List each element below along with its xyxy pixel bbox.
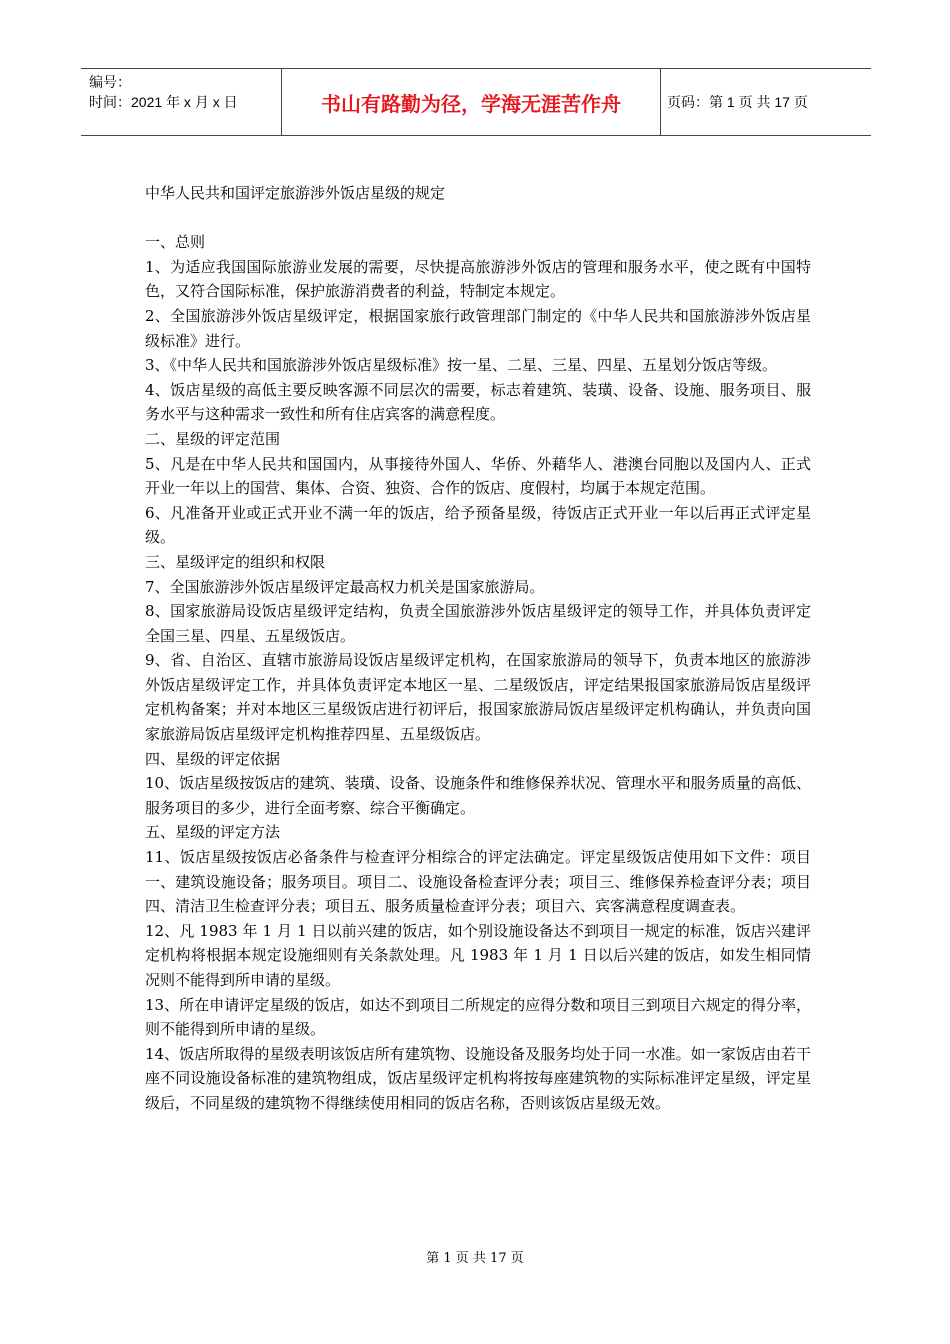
document-title: 中华人民共和国评定旅游涉外饭店星级的规定 (145, 184, 446, 202)
clause-paragraph: 10、饭店星级按饭店的建筑、装璜、设备、设施条件和维修保养状况、管理水平和服务质量的高低、服务项目的多少，进行全面考察、综合平衡确定。 (145, 774, 811, 817)
clause-paragraph: 11、饭店星级按饭店必备条件与检查评分相综合的评定法确定。评定星级饭店使用如下文件：项目一、建筑设施设备；服务项目。项目二、设施设备检查评分表；项目三、维修保养检查评分表；项目四、清洁卫生检查评分表；项目五、服务质量检查评分表；项目六、宾客满意程度调查表。 (145, 848, 811, 916)
header-page-info: 页码：第 1 页 共 17 页 (667, 94, 808, 110)
clause-paragraph: 1、为适应我国国际旅游业发展的需要，尽快提高旅游涉外饭店的管理和服务水平，使之既有中国特色，又符合国际标准，保护旅游消费者的利益，特制定本规定。 (145, 257, 811, 301)
clause-paragraph: 5、凡是在中华人民共和国国内，从事接待外国人、华侨、外藉华人、港澳台同胞以及国内人、正式开业一年以上的国营、集体、合资、独资、合作的饭店、度假村，均属于本规定范围。 (145, 454, 811, 498)
clause-paragraph: 9、省、自治区、直辖市旅游局设饭店星级评定机构，在国家旅游局的领导下，负责本地区的旅游涉外饭店星级评定工作，并具体负责评定本地区一星、二星级饭店，评定结果报国家旅游局饭店星级评定机构备案；并对本地区三星级饭店进行初评后，报国家旅游局饭店星级评定机构确认，并负责向国家旅游局饭店星级评定机构推荐四星、五星级饭店。 (145, 651, 811, 744)
section-heading: 一、总则 (145, 233, 206, 252)
page-header (81, 68, 871, 136)
number-label: 编号： (89, 74, 131, 90)
clause-paragraph: 6、凡准备开业或正式开业不满一年的饭店，给予预备星级，待饭店正式开业一年以后再正式评定星级。 (145, 503, 811, 547)
section-heading: 二、星级的评定范围 (145, 429, 281, 448)
header-motto: 书山有路勤为径，学海无涯苦作舟 (281, 69, 661, 135)
page-footer: 第 1 页 共 17 页 (426, 1251, 524, 1266)
clause-paragraph: 13、所在申请评定星级的饭店，如达不到项目二所规定的应得分数和项目三到项目六规定的得分率，则不能得到所申请的星级。 (145, 995, 811, 1039)
document-body (145, 181, 811, 1116)
clause-paragraph: 2、全国旅游涉外饭店星级评定，根据国家旅行政管理部门制定的《中华人民共和国旅游涉外饭店星级标准》进行。 (145, 306, 811, 350)
clause-paragraph: 12、凡 1983 年 1 月 1 日以前兴建的饭店，如个别设施设备达不到项目一规定的标准，饭店兴建评定机构将根据本规定设施细则有关条款处理。凡 1983 年 1 月 1 日以后兴建的饭店，如发生相同情况则不能得到所申请的星级。 (145, 921, 811, 989)
section-heading: 五、星级的评定方法 (145, 823, 281, 842)
section-heading: 四、星级的评定依据 (145, 749, 281, 768)
clause-paragraph: 7、全国旅游涉外饭店星级评定最高权力机关是国家旅游局。 (145, 577, 545, 596)
document-blocks (145, 230, 811, 1115)
clause-paragraph: 4、饭店星级的高低主要反映客源不同层次的需要，标志着建筑、装璜、设备、设施、服务项目、服务水平与这种需求一致性和所有住店宾客的满意程度。 (145, 380, 811, 424)
blank-line (145, 206, 811, 231)
header-meta (81, 69, 281, 135)
clause-paragraph: 8、国家旅游局设饭店星级评定结构，负责全国旅游涉外饭店星级评定的领导工作，并具体负责评定全国三星、四星、五星级饭店。 (145, 602, 811, 645)
clause-paragraph: 14、饭店所取得的星级表明该饭店所有建筑物、设施设备及服务均处于同一水准。如一家饭店由若干座不同设施设备标准的建筑物组成，饭店星级评定机构将按每座建筑物的实际标准评定星级，评定星级后，不同星级的建筑物不得继续使用相同的饭店名称，否则该饭店星级无效。 (145, 1044, 811, 1112)
clause-paragraph: 3、《中华人民共和国旅游涉外饭店星级标准》按一星、二星、三星、四星、五星划分饭店等级。 (145, 356, 778, 375)
time-label: 时间：2021 年 x 月 x 日 (89, 94, 238, 110)
section-heading: 三、星级评定的组织和权限 (145, 552, 326, 571)
